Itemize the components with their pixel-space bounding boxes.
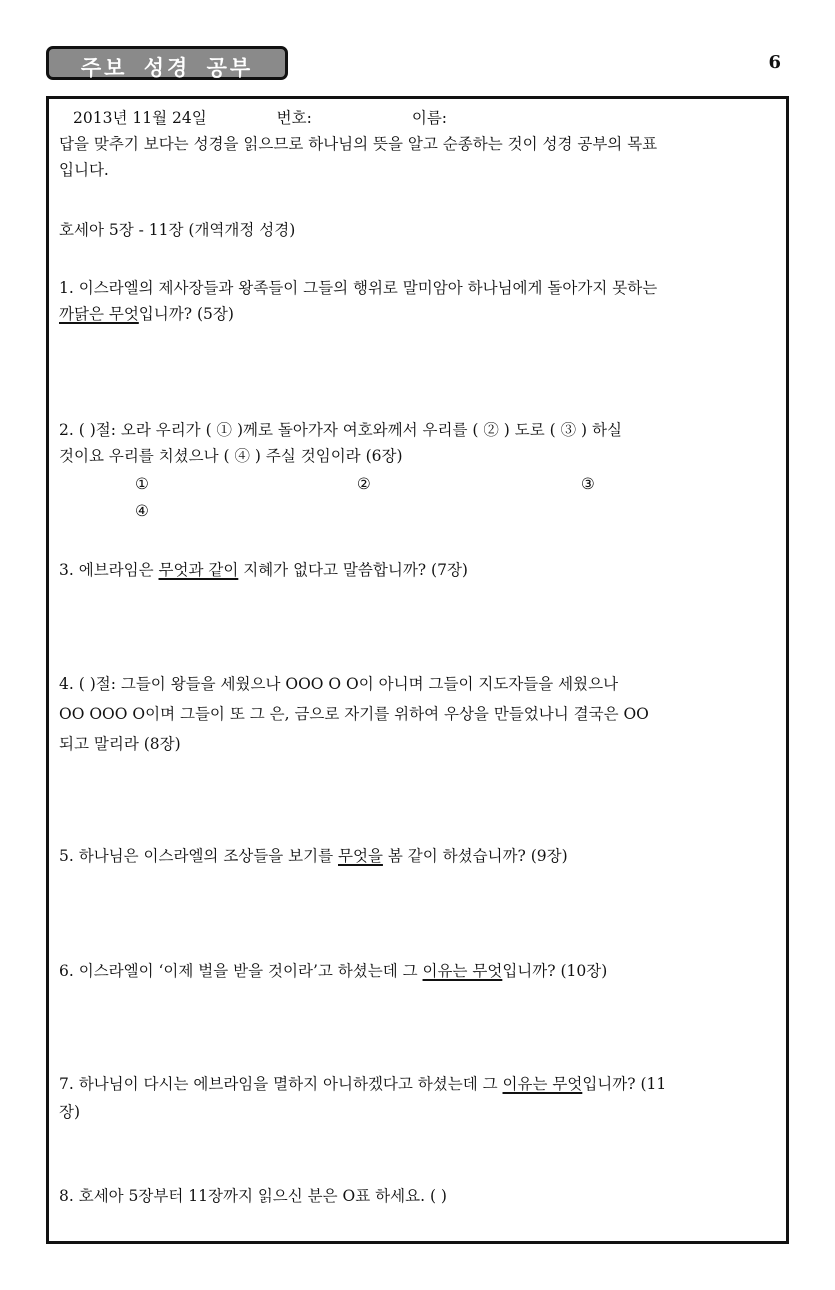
underline-emphasis: 까닭은 무엇 [59, 305, 139, 323]
question-2-line-2: 것이요 우리를 치셨으나 ( ④ ) 주실 것임이라 (6장) [59, 447, 403, 465]
question-2-line-1: 2. ( )절: 오라 우리가 ( ① )께로 돌아가자 여호와께서 우리를 ( ② ) 도로 ( ③ ) 하실 [59, 421, 622, 439]
page-title: 주보 성경 공부 [80, 56, 254, 80]
underline-emphasis: 이유는 무엇 [502, 1075, 583, 1093]
name-label: 이름: [411, 109, 448, 127]
answer-marker-1: ① [135, 475, 149, 493]
header-tab [46, 46, 288, 80]
question-7-line-2: 장) [59, 1103, 81, 1121]
worksheet-frame [46, 96, 789, 1244]
question-4-line-3: 되고 말리라 (8장) [59, 735, 181, 753]
question-1-line-1: 1. 이스라엘의 제사장들과 왕족들이 그들의 행위로 말미암아 하나님에게 돌아가지 못하는 [59, 279, 658, 297]
answer-marker-3: ③ [580, 475, 595, 493]
info-row [59, 105, 776, 131]
question-7-line-1: 7. 하나님이 다시는 에브라임을 멸하지 아니하겠다고 하셨는데 그 이유는 무엇입니까? (11 [59, 1075, 667, 1093]
question-6: 6. 이스라엘이 ‘이제 벌을 받을 것이라’고 하셨는데 그 이유는 무엇입니까? (10장) [59, 962, 608, 980]
date: 2013년 11월 24일 [73, 109, 207, 127]
answer-markers-row-2 [59, 498, 776, 524]
question-1-line-2: 까닭은 무엇입니까? (5장) [59, 305, 234, 323]
question-8: 8. 호세아 5장부터 11장까지 읽으신 분은 O표 하세요. ( ) [59, 1187, 447, 1205]
page-number: 6 [768, 52, 781, 73]
question-5: 5. 하나님은 이스라엘의 조상들을 보기를 무엇을 봄 같이 하셨습니까? (9장) [59, 847, 568, 865]
question-4-line-1: 4. ( )절: 그들이 왕들을 세웠으나 OOO O O이 아니며 그들이 지도자들을 세웠으나 [59, 675, 619, 693]
intro-line-2: 입니다. [59, 161, 109, 179]
answer-marker-4: ④ [135, 502, 149, 520]
underline-emphasis: 무엇과 같이 [158, 561, 239, 579]
question-4-line-2: OO OOO O이며 그들이 또 그 은, 금으로 자기를 위하여 우상을 만들었나니 결국은 OO [59, 705, 649, 723]
intro-line-1: 답을 맞추기 보다는 성경을 읽으므로 하나님의 뜻을 알고 순종하는 것이 성경 공부의 목표 [59, 135, 658, 153]
number-label: 번호: [276, 109, 312, 127]
underline-emphasis: 이유는 무엇 [422, 962, 503, 980]
underline-emphasis: 무엇을 [338, 847, 383, 865]
question-3: 3. 에브라임은 무엇과 같이 지혜가 없다고 말씀합니까? (7장) [59, 561, 468, 579]
answer-marker-2: ② [356, 475, 371, 493]
passage-reference: 호세아 5장 - 11장 (개역개정 성경) [59, 221, 296, 239]
answer-markers-row [59, 471, 776, 497]
